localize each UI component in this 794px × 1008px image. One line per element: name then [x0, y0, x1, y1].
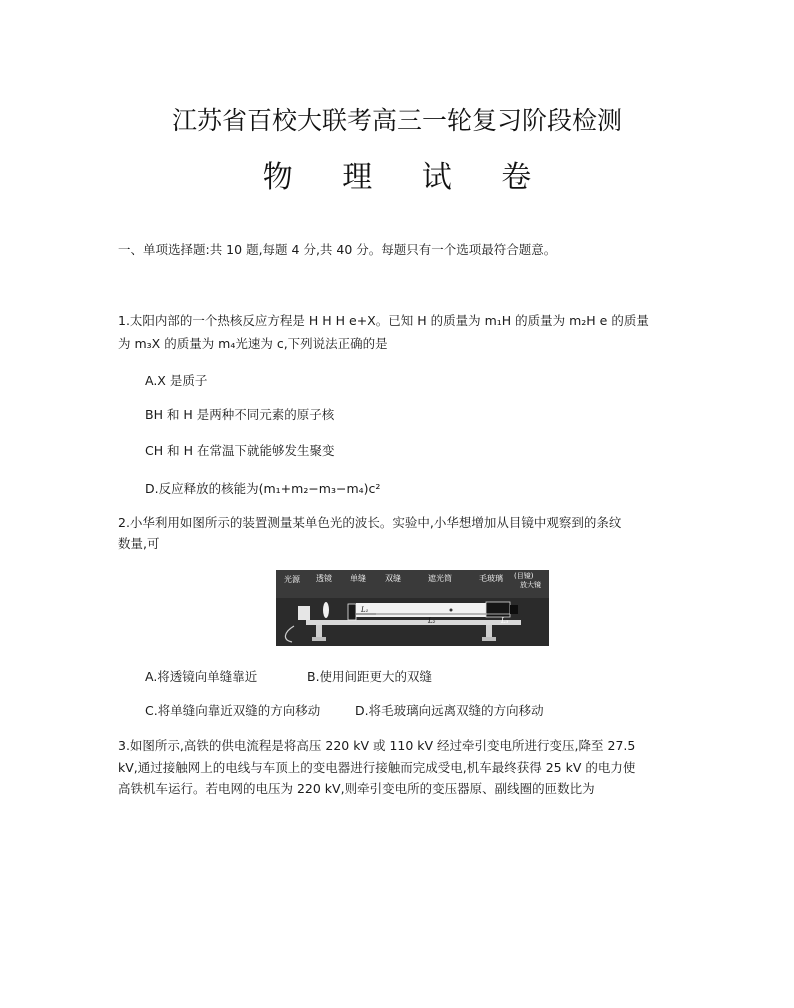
- q2-stem-line1: 2.小华利用如图所示的装置测量某单色光的波长。实验中,小华想增加从目镜中观察到的条纹: [118, 515, 622, 530]
- subject-title: 物 理 试 卷: [262, 160, 552, 195]
- label-l3: L₃: [501, 617, 509, 625]
- q3-stem-line2: kV,通过接触网上的电线与车顶上的变电器进行接触而完成受电,机车最终获得 25 kV 的电力使: [118, 760, 636, 775]
- eyepiece-tube: [486, 602, 510, 617]
- q1-option-b: BH 和 H 是两种不同元素的原子核: [145, 407, 335, 422]
- label-eyepiece: (目镜): [514, 572, 534, 580]
- section-heading: 一、单项选择题:共 10 题,每题 4 分,共 40 分。每题只有一个选项最符合题意。: [118, 242, 557, 257]
- q2-option-a: A.将透镜向单缝靠近: [145, 669, 258, 684]
- double-slit-apparatus-figure: [276, 570, 549, 646]
- q2-option-c: C.将单缝向靠近双缝的方向移动: [145, 703, 321, 718]
- q1-option-a: A.X 是质子: [145, 373, 208, 388]
- label-single-slit: 单缝: [350, 574, 366, 583]
- exam-title: 江苏省百校大联考高三一轮复习阶段检测: [171, 106, 622, 135]
- label-magnifier: 放大镜: [520, 581, 541, 589]
- q1-option-c: CH 和 H 在常温下就能够发生聚变: [145, 443, 335, 458]
- label-tube: 遮光筒: [428, 574, 452, 583]
- magnifier: [510, 605, 518, 614]
- label-l1: L₁: [361, 606, 369, 614]
- light-source: [298, 606, 310, 620]
- lens: [323, 602, 329, 618]
- optical-bench-rail: [306, 620, 521, 625]
- label-double-slit: 双缝: [385, 574, 401, 583]
- label-frosted-glass: 毛玻璃: [479, 574, 503, 583]
- single-slit: [348, 604, 356, 620]
- label-l2: L₂: [428, 617, 436, 625]
- q1-option-d: D.反应释放的核能为(m₁+m₂−m₃−m₄)c²: [145, 481, 381, 496]
- q2-option-b: B.使用间距更大的双缝: [307, 669, 433, 684]
- q3-stem-line1: 3.如图所示,高铁的供电流程是将高压 220 kV 或 110 kV 经过牵引变电所进行变压,降至 27.5: [118, 738, 636, 753]
- q2-stem-line2: 数量,可: [118, 536, 160, 551]
- label-light-source: 光源: [284, 575, 300, 584]
- q2-option-d: D.将毛玻璃向远离双缝的方向移动: [355, 703, 544, 718]
- light-shield-tube: [356, 603, 486, 617]
- q1-stem-line1: 1.太阳内部的一个热核反应方程是 H H H e+X。已知 H 的质量为 m₁H 的质量为 m₂H e 的质量: [118, 313, 649, 328]
- q1-stem-line2: 为 m₃X 的质量为 m₄光速为 c,下列说法正确的是: [118, 336, 388, 351]
- label-lens: 透镜: [316, 574, 332, 583]
- q3-stem-line3: 高铁机车运行。若电网的电压为 220 kV,则牵引变电所的变压器原、副线圈的匝数比为: [118, 781, 595, 796]
